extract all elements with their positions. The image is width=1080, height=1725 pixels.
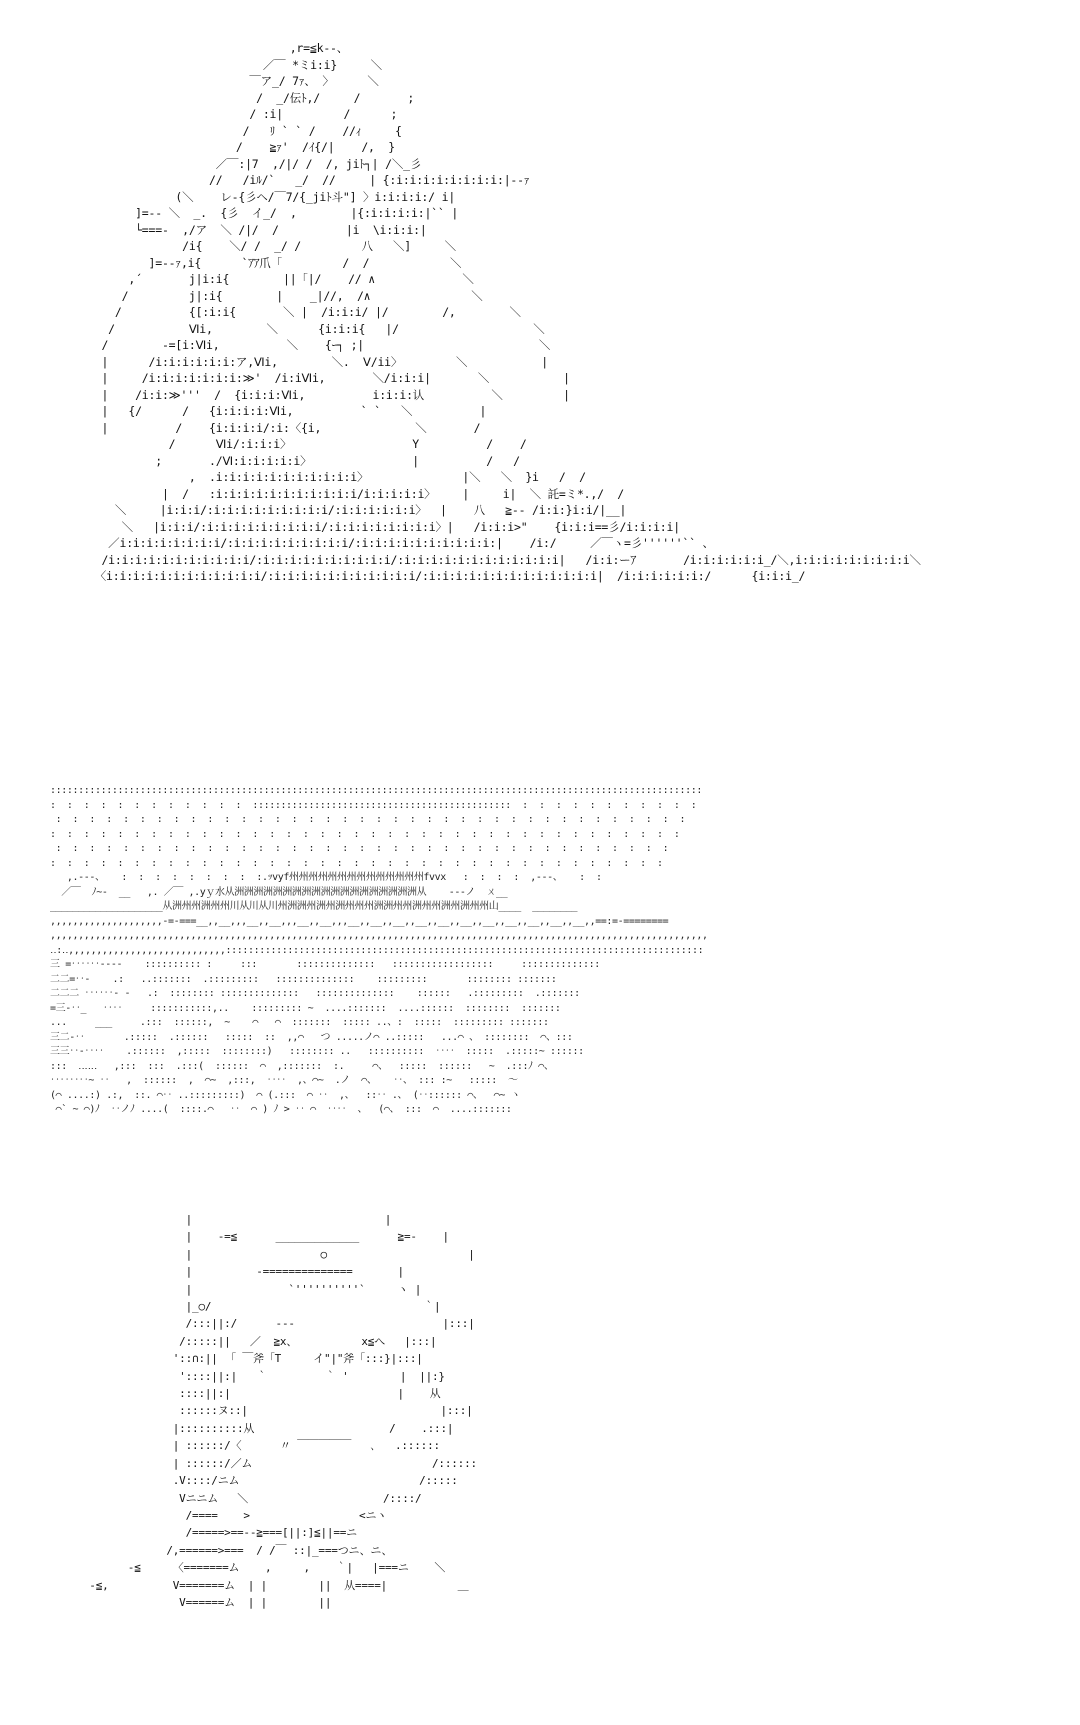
ascii-art-face: | | | -=≦ _____________ ≧=- | | ○ | | -============== | | `''''''''''` ヽ | |_○/ ｀| /:::||:/ --- |:::| /:::::|| ／ ≧x、 x≦へ |:::| '::∩:|| ｢ ￣斧「T イ"|"斧「:::}|:::| '::::||:| ｀ ｀ ' | ||:} ::::||:| | 从 ::::::ヌ::| |:::| |::::::::::从 / .:::| | ::::::/〈 〃 ￣￣￣￣￣ ､ .:::::: | ::::::/／ム /:::::: .V::::/ニム /::::: Vニニム ＼ /::::/ /==== > <ニヽ /=====>==--≧===[||:]≦||==ニ /,======>=== / /￣ ::|_===つニ、ニ、 -≦ 〈=======ム , , ｀| |===ニ ＼ -≦, V=======ム | | || 从====| ＿ V======ム | | || (89, 1213, 477, 1609)
ascii-art-landscape: :::::::::::::::::::::::::::::::::::::::::::::::::::::::::::::::::::::::::::::::::::::::::::::::::::::::::::::::::::: : : : : : : : : : : : : :::::::::::::::::::::::::::::::::::::::::::::: : : : : : : : : : : : : : : : : : : : : : : : : : : : : : : : : : : : : : : : : : : : : : : : : : : : : : : : : : : : : : : : : : : : : : : : : : : : : : : : : : : : : : : : : : : : : : : : : : : : : : : : : : : : : : : : : : : : : : : : : : : : : : : : : : : : : : : : : : : : : : : : : : : : : : : : : : : : : : : : : : ,.-‐-、 : : : : : : : : :.ｯvyf州州州州州州州州州州州州州州fvvx : : : : ,-‐-、 : : ／￣ ﾉ~- __ ,. ／￣ ,.yｙ水从洲洲洲洲洲洲洲洲洲洲洲洲洲洲洲洲洲洲洲从 ‐-‐ノ ㄨ__ ____________________从洲州州洲州州川从川从川州洲洲州洲州洲州州州洲洲州州洲州州洲州洲州州山____ ________ ,,,,,,,,,,,,,,,,,,,,-=‐===__,,__,,,__,,__,,,__,,__,,,__,,__,,__,,__,,__,,__,,__,,__,,__,,__,,__,,==:=-======== ,,,,,,,,,,,,,,,,,,,,,,,,,,,,,,,,,,,,,,,,,,,,,,,,,,,,,,,,,,,,,,,,,,,,,,,,,,,,,,,,,,,,,,,,,,,,,,,,,,,,,,,,,,,,,,,,,,,,, ‥:‥,,,,,,,,,,,,,,,,,,,,,,,,,,,,::::::::::::::::::::::::::::::::::::::::::::::::::::::::::::::::::::::::::::::::::::: 三 =‥‥‥---- :::::::::: : ::: :::::::::::::: :::::::::::::::::: :::::::::::::: 二二=‥- .: ..::::::: .::::::::: :::::::::::::: ::::::::: :::::::: ::::::: 二二二 ‥‥‥- - .: :::::::: :::::::::::::: :::::::::::::: :::::: .::::::::: .::::::: =三-‥_ ‥‥ :::::::::::,.. ::::::::: ~ ....::::::: ....:::::: :::::::: ::::::: ... ___ .::: ::::::, ~ ⌒ ⌒ ::::::: ::::: ..、: ::::: ::::::::: ::::::: 三二-‥ .::::: .:::::: ::::: :: ,,⌒ つ .....ノ⌒ ..::::: ...⌒ 、 :::::::: ⌒、::: 三三‥-‥‥ .:::::: ,::::: ::::::::) :::::::: .. :::::::::: ‥‥ ::::: .:::::~ :::::: ::: ‥‥‥ ,::: ::: .:::( :::::: ⌒ ,::::::: :. ⌒、 ::::: :::::: ~ .:::ﾉ ⌒、 ‥‥‥‥~ ‥ , :::::: , ⌒~ ,:::, ‥‥ ,、⌒~ .ノ ⌒、 ‥、 ::: :~ ::::: ～ (⌒ ....:) .:, ::. ⌒‥ ..:::::::::) ⌒ (.::: ⌒ ‥ ,、 ::‥ .、 (‥:::::: ⌒、 ⌒~ ヽ ⌒` ~ ⌒)ﾉ ‥ノﾉ ....( ::::.⌒ ‥ ⌒ ) ﾉ > ‥ ⌒ ‥‥ 、 (⌒、 ::: ⌒ ....::::::: (50, 785, 708, 1115)
ascii-art-figure: ,r=≦k--、 ／￣ *ミi:i} ＼ ￣ア_/ 7ｧ、 〉 ＼ / _/伝ﾄ,/ / ; / :i| / ; / ﾘ ` ` / //ｨ { / ≧ｧ' /ｲ{/| /, } ／￣:|7 ,/|/ / /, jiﾄ┐| /＼_彡 // /iﾙ/` _/ // | {:i:i:i:i:i:i:i:i:|--ｧ (＼ レ-{彡ヘ/￣7/{_jiﾄ斗"] 〉i:i:i:i:/ i| ]=-- ＼ _. {彡 イ_/ , |{:i:i:i:i:|`` | └===- ,/ア ＼ /|/ / |i \i:i:i:| /i{ ＼/ / _/ / 八 ＼] ＼ ]=--ｧ,i{ `ｱｱ爪「 / / ＼ ,´ j|i:i{ ||「|/ // ∧ ＼ / j|:i{ | _|//, /∧ ＼ / {[:i:i{ ＼ | /i:i:i/ |/ /, ＼ / Ⅵi, ＼ {i:i:i{ |/ ＼ / -=[i:Ⅵi, ＼ {ｰ┐ ;| ＼ | /i:i:i:i:i:i:ア,Ⅵi, ＼. Ⅴ/ii〉 ＼ | | /i:i:i:i:i:i:i:≫' /i:iⅥi, ＼/i:i:i| ＼ | | /i:i:≫''' / {i:i:i:Ⅵi, i:i:i:认 ＼ | | {/ / {i:i:i:i:Ⅵi, ` ` ＼ | | / {i:i:i:i/:i:〈{i, ＼ / / Ⅵi/:i:i:i〉 Y / / ; ./Ⅵ:i:i:i:i:i〉 | / / , .i:i:i:i:i:i:i:i:i:i:i〉 |＼ ＼ }i / / | / :i:i:i:i:i:i:i:i:i:i:i/i:i:i:i:i〉 | i| ＼ 託=ミ*.,/ / ＼ |i:i:i/:i:i:i:i:i:i:i:i:i/:i:i:i:i:i:i〉 | 八 ≧-- /i:i:}i:i/|__| ＼ |i:i:i/:i:i:i:i:i:i:i:i:i/:i:i:i:i:i:i:i:i〉| /i:i:i>" {i:i:i==彡/i:i:i:i| ／i:i:i:i:i:i:i:i/:i:i:i:i:i:i:i:i:i/:i:i:i:i:i:i:i:i:i:i:| /i:/ ／￣ヽ=彡''''''`` 、 /i:i:i:i:i:i:i:i:i:i:i/:i:i:i:i:i:i:i:i:i:i/:i:i:i:i:i:i:i:i:i:i:i:i| /i:i:ーｱ /i:i:i:i:i:i_/＼,i:i:i:i:i:i:i:i:i＼ 〈i:i:i:i:i:i:i:i:i:i:i:i/:i:i:i:i:i:i:i:i:i:i:i/:i:i:i:i:i:i:i:i:i:i:i:i:i| /i:i:i:i:i:i:/ {i:i:i_/ (94, 41, 921, 583)
